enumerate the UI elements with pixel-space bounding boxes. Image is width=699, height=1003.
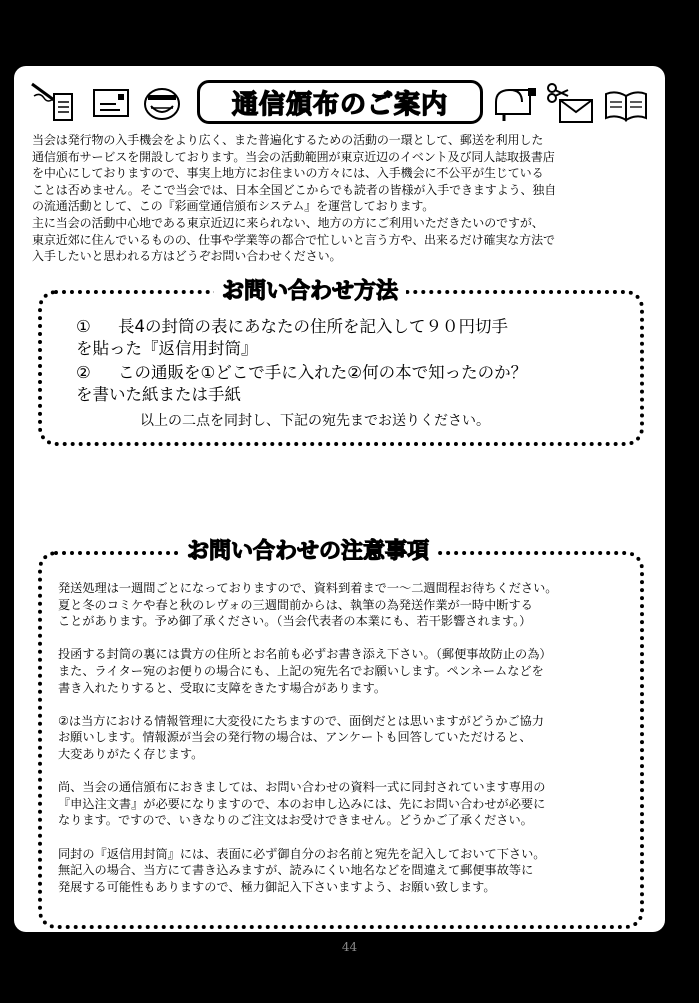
smiling-face-icon [142, 86, 182, 122]
notes-line: 投函する封筒の裏には貴方の住所とお名前も必ずお書き添え下さい。（郵便事故防止の為） [58, 647, 552, 662]
notes-line: 発展する可能性もありますので、極力御記入下さいますよう、お願い致します。 [58, 879, 496, 894]
open-book-icon [604, 90, 648, 122]
notes-paragraph [58, 580, 624, 630]
method-item-number: ② [76, 363, 91, 382]
page-title: 通信頒布のご案内 [197, 80, 483, 124]
intro-line: 入手したいと思われる方はどうぞお問い合わせください。 [32, 249, 342, 264]
letter-icon [92, 86, 132, 120]
pen-and-paper-icon [28, 80, 80, 124]
notes-line: 『申込注文書』が必要になりますので、本のお申し込みには、先にお問い合わせが必要に [58, 796, 546, 811]
notes-paragraph [58, 846, 624, 896]
notes-paragraph [58, 646, 624, 696]
page-number: 44 [341, 940, 358, 954]
method-item-text: この通販を①どこで手に入れた②何の本で知ったのか？ [118, 363, 528, 382]
method-item-text: を書いた紙または手紙 [76, 385, 241, 404]
notes-line: 大変ありがたく存じます。 [58, 746, 204, 761]
notes-line: 同封の『返信用封筒』には、表面に必ず御自分のお名前と宛先を記入しておいて下さい。 [58, 846, 546, 861]
method-item-1-cont [76, 338, 636, 359]
intro-line: ことは否めません。そこで当会では、日本全国どこからでも読者の皆様が入手できますよう、独自 [32, 182, 557, 197]
notes-line: また、ライター宛のお便りの場合にも、上記の宛先名でお願いします。ペンネームなどを [58, 663, 544, 678]
notes-line: 夏と冬のコミケや春と秋のレヴォの三週間前からは、執筆の為発送作業が一時中断する [58, 597, 533, 612]
intro-line: 当会は発行物の入手機会をより広く、また普遍化するための活動の一環として、郵送を利用した [32, 133, 544, 147]
method-item-2 [76, 362, 636, 383]
notes-heading: お問い合わせの注意事項 [179, 534, 437, 565]
notes-line: 書き入れたりすると、受取に支障をきたす場合があります。 [58, 680, 387, 695]
intro-line: 主に当会の活動中心地である東京近辺に来られない、地方の方にご利用いただきたいのですが、 [32, 215, 544, 230]
document-page [14, 66, 665, 932]
method-item-number: ① [76, 317, 91, 336]
scissors-envelope-icon [544, 80, 596, 124]
notes-paragraph [58, 713, 624, 763]
inquiry-method-heading: お問い合わせ方法 [214, 274, 406, 305]
notes-text [58, 580, 624, 912]
method-item-2-cont [76, 384, 636, 405]
method-item-text: 長4の封筒の表にあなたの住所を記入して９０円切手 [118, 317, 508, 336]
method-item-1 [76, 316, 636, 337]
intro-text [32, 132, 652, 265]
method-item-text: を貼った『返信用封筒』 [76, 339, 258, 358]
intro-line: 東京近郊に住んでいるものの、仕事や学業等の都合で忙しいと言う方や、出来るだけ確実な方法で [32, 232, 555, 247]
method-note: 以上の二点を同封し、下記の宛先までお送りください。 [140, 413, 490, 429]
notes-line: 発送処理は一週間ごとになっておりますので、資料到着まで一～二週間程お待ちください。 [58, 581, 558, 595]
intro-line: の流通活動として、この『彩画堂通信頒布システム』を運営しております。 [32, 199, 435, 214]
notes-line: 尚、当会の通信頒布におきましては、お問い合わせの資料一式に同封されています専用の [58, 780, 546, 795]
intro-line: を中心にしておりますので、事実上地方にお住まいの方々には、入手機会に不公平が生じている [32, 166, 544, 181]
notes-line: 無記入の場合、当方にて書き込みますが、読みにくい地名などを間違えて郵便事故等に [58, 863, 534, 878]
notes-line: なります。ですので、いきなりのご注文はお受けできません。どうかご了承ください。 [58, 813, 533, 828]
notes-line: お願いします。情報源が当会の発行物の場合は、アンケートも回答していただけると、 [58, 730, 532, 745]
notes-paragraph [58, 779, 624, 829]
mailbox-icon [492, 84, 540, 122]
header [14, 74, 665, 126]
notes-line: ことがあります。予め御了承ください。（当会代表者の本業にも、若干影響されます。） [58, 614, 532, 629]
intro-line: 通信頒布サービスを開設しております。当会の活動範囲が東京近辺のイベント及び同人誌取扱書店 [32, 149, 555, 164]
notes-line: ②は当方における情報管理に大変役にたちますので、面倒だとは思いますがどうかご協力 [58, 713, 544, 728]
